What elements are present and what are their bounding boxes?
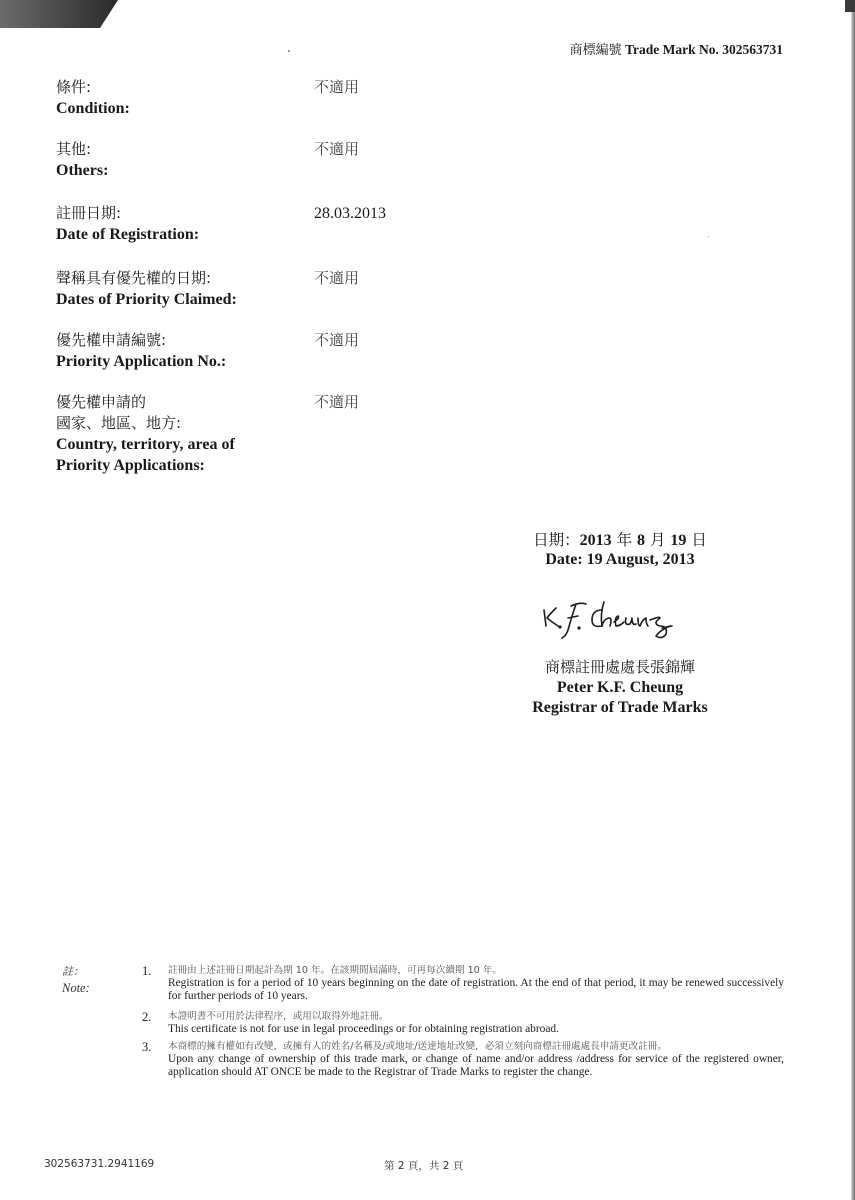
note-number: 2. [142, 1010, 152, 1024]
scan-corner-mark [0, 0, 120, 30]
field-label-zh: 註冊日期: [56, 204, 122, 222]
field-value: 28.03.2013 [314, 205, 386, 222]
field-label-zh: 優先權申請的 [56, 393, 147, 411]
issue-date-zh-year-char: 年 [616, 531, 633, 549]
issue-date-zh-month: 8 [637, 532, 646, 549]
page-indicator: 第 2 頁，共 2 頁 [384, 1160, 464, 1172]
field-label-zh: 優先權申請編號: [56, 331, 167, 349]
registrar-name-zh: 商標註冊處處長張錦輝 [544, 658, 695, 676]
field-label-zh: 其他: [56, 140, 92, 158]
issue-date-zh-day: 19 [670, 532, 687, 549]
note-text-zh: 本商標的擁有權如有改變，或擁有人的姓名/名稱及/或地址/送達地址改變，必須立刻向商標註冊處處長申請更改註冊。 [168, 1041, 667, 1052]
document-reference: 302563731.2941169 [44, 1158, 155, 1170]
field-value: 不適用 [314, 331, 360, 349]
notes-label-zh: 註： [62, 965, 84, 978]
field-value: 不適用 [314, 393, 360, 411]
field-others [56, 139, 756, 181]
field-value: 不適用 [314, 269, 360, 287]
field-value: 不適用 [314, 140, 360, 158]
registrar-name-en: Peter K.F. Cheung [556, 679, 684, 696]
scan-right-edge [851, 0, 855, 1200]
issue-date-zh-year: 2013 [579, 532, 612, 549]
issue-date-en: Date: 19 August, 2013 [545, 551, 695, 568]
field-label-en: Date of Registration: [56, 226, 200, 243]
field-label-en: Condition: [56, 100, 130, 117]
note-text-en: This certificate is not for use in legal proceedings or for obtaining registration abroad. [168, 1023, 559, 1035]
notes-label-en: Note: [62, 981, 90, 995]
field-label-en: Others: [56, 162, 109, 179]
field-priority-application-no [56, 330, 756, 372]
trade-mark-number-zh: 商標編號 [569, 43, 622, 58]
note-text-en: Upon any change of ownership of this trade mark, or change of name and/or address /address for service of the registered owner, application should AT ONCE be made to the Registrar of Trade Marks to register the change. [168, 1053, 784, 1078]
note-text-zh: 註冊由上述註冊日期起計為期 10 年。在該期間屆滿時，可再每次續期 10 年。 [168, 965, 503, 976]
trade-mark-number-en: Trade Mark No. 302563731 [625, 42, 783, 57]
issue-date-zh-day-char: 日 [691, 531, 707, 549]
field-label-en: Priority Application No.: [56, 353, 227, 370]
field-label-zh-line-2: 國家、地區、地方: [56, 414, 182, 432]
field-label-zh: 條件: [56, 78, 92, 96]
field-label-zh: 聲稱具有優先權的日期: [56, 269, 212, 287]
issue-date-zh-month-char: 月 [649, 531, 666, 549]
scan-speck [288, 50, 290, 52]
field-label-en: Dates of Priority Claimed: [56, 291, 237, 308]
field-label-en: Country, territory, area of [56, 436, 235, 453]
field-dates-of-priority-claimed [56, 268, 756, 310]
note-number: 1. [142, 964, 152, 978]
note-text-zh: 本證明書不可用於法律程序，或用以取得外地註冊。 [168, 1011, 389, 1022]
field-date-of-registration [56, 203, 756, 245]
trade-mark-number [570, 39, 783, 58]
field-condition [56, 77, 756, 119]
registrar-title: Registrar of Trade Marks [532, 699, 708, 716]
issue-date-zh [500, 528, 740, 550]
field-country-of-priority-applications [56, 392, 756, 476]
registrar-signature [538, 596, 698, 642]
note-number: 3. [142, 1040, 152, 1054]
note-text-en: Registration is for a period of 10 years beginning on the date of registration. At the end of that period, it may be renewed successively for further periods of 10 years. [168, 977, 784, 1002]
field-value: 不適用 [314, 78, 360, 96]
scan-right-edge-corner [845, 0, 855, 12]
issue-date-zh-prefix: 日期： [533, 531, 580, 549]
field-label-en-line-2: Priority Applications: [56, 457, 205, 474]
